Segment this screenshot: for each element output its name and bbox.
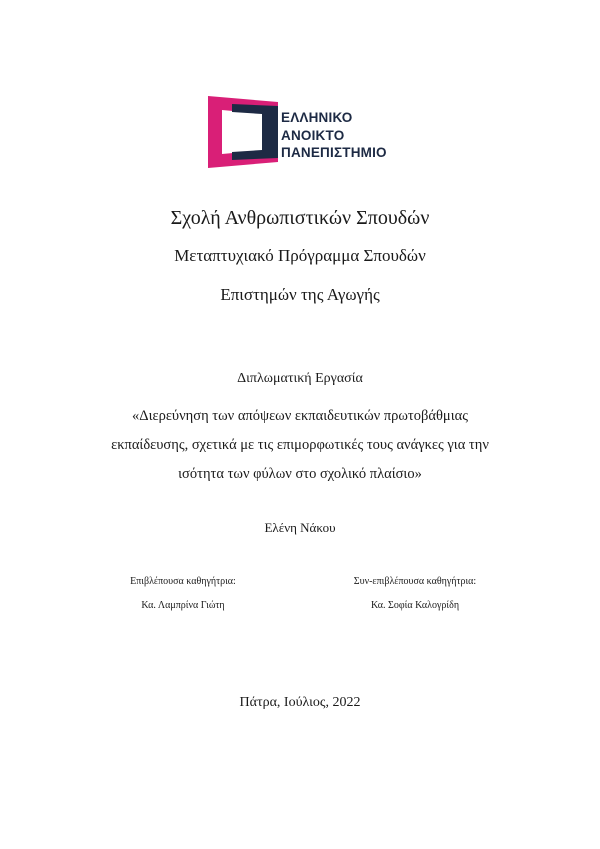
logo-white-inner — [222, 110, 266, 154]
program-name: Μεταπτυχιακό Πρόγραμμα Σπουδών — [174, 246, 426, 265]
supervisor-block — [98, 570, 268, 618]
place-date: Πάτρα, Ιούλιος, 2022 — [239, 695, 361, 710]
co-supervisor-name: Κα. Σοφία Καλογρίδη — [370, 600, 460, 611]
program-field: Επιστημών της Αγωγής — [220, 285, 380, 304]
thesis-type: Διπλωματική Εργασία — [237, 371, 363, 386]
logo-line-1: ΕΛΛΗΝΙΚΟ — [281, 110, 353, 125]
thesis-title-line-1: «Διερεύνηση των απόψεων εκπαιδευτικών πρωτοβάθμιας — [132, 408, 468, 424]
logo-line-2: ΑΝΟΙΚΤΟ — [281, 127, 345, 143]
author-name: Ελένη Νάκου — [264, 520, 336, 535]
supervisor-role: Επιβλέπουσα καθηγήτρια: — [130, 576, 236, 587]
thesis-title-line-2: εκπαίδευσης, σχετικά με τις επιμορφωτικές τους ανάγκες για την — [111, 437, 489, 453]
university-logo-text — [281, 109, 387, 162]
logo-line-3: ΠΑΝΕΠΙΣΤΗΜΙΟ — [281, 145, 387, 160]
supervisor-name: Κα. Λαμπρίνα Γιώτη — [141, 600, 225, 611]
co-supervisor-block — [330, 570, 500, 618]
school-name: Σχολή Ανθρωπιστικών Σπουδών — [170, 207, 430, 229]
thesis-title-line-3: ισότητα των φύλων στο σχολικό πλαίσιο» — [178, 466, 422, 482]
thesis-title — [0, 402, 600, 489]
co-supervisor-role: Συν-επιβλέπουσα καθηγήτρια: — [353, 576, 477, 587]
